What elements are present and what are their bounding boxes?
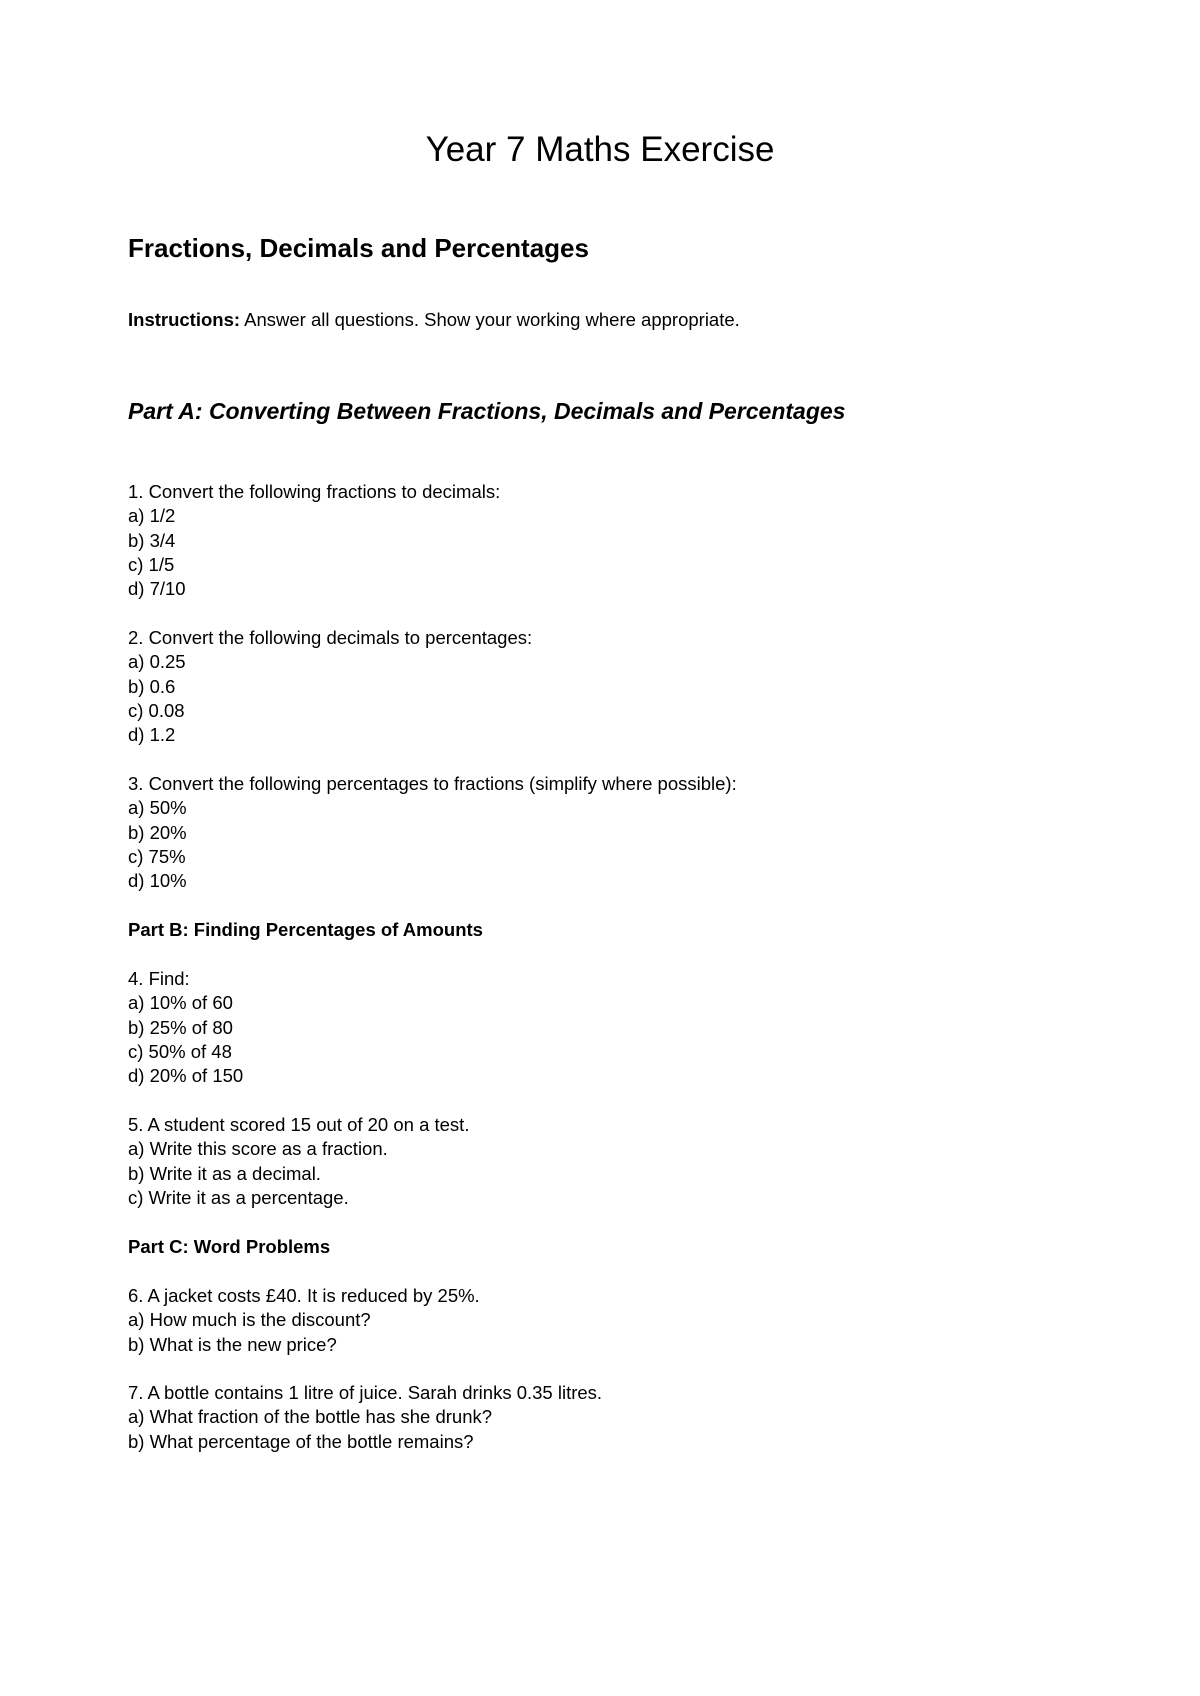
question-6: [128, 1284, 480, 1357]
question-3: [128, 772, 737, 893]
page-subtitle: Fractions, Decimals and Percentages: [128, 233, 589, 263]
part-c-heading: Part C: Word Problems: [128, 1236, 331, 1257]
part-a-heading: Part A: Converting Between Fractions, Decimals and Percentages: [128, 398, 846, 424]
question-2-item: d) 1.2: [128, 724, 176, 746]
question-2: [128, 626, 532, 747]
question-6-prompt: 6. A jacket costs £40. It is reduced by 25%.: [128, 1285, 480, 1306]
instructions: [128, 308, 740, 332]
question-6-item: a) How much is the discount?: [128, 1309, 371, 1331]
question-3-item: c) 75%: [128, 845, 186, 867]
question-3-item: b) 20%: [128, 821, 187, 843]
question-1-item: b) 3/4: [128, 529, 176, 551]
question-4-item: c) 50% of 48: [128, 1040, 232, 1062]
question-4-item: a) 10% of 60: [128, 992, 233, 1014]
question-4: [128, 967, 243, 1088]
question-1-item: c) 1/5: [128, 553, 175, 575]
question-5-prompt: 5. A student scored 15 out of 20 on a test.: [128, 1114, 470, 1135]
page-title: Year 7 Maths Exercise: [425, 130, 775, 169]
question-7-item: a) What fraction of the bottle has she drunk?: [128, 1406, 493, 1428]
question-5: [128, 1113, 469, 1210]
question-5-item: a) Write this score as a fraction.: [128, 1138, 388, 1160]
question-2-item: c) 0.08: [128, 699, 185, 721]
question-5-item: b) Write it as a decimal.: [128, 1162, 321, 1184]
part-b-heading: Part B: Finding Percentages of Amounts: [128, 919, 483, 940]
instructions-text: Answer all questions. Show your working where appropriate.: [240, 309, 740, 330]
question-7: [128, 1381, 602, 1454]
question-1-item: a) 1/2: [128, 505, 176, 527]
question-3-prompt: 3. Convert the following percentages to fractions (simplify where possible):: [128, 773, 737, 794]
question-2-prompt: 2. Convert the following decimals to percentages:: [128, 627, 533, 648]
question-3-item: d) 10%: [128, 870, 187, 892]
question-7-prompt: 7. A bottle contains 1 litre of juice. Sarah drinks 0.35 litres.: [128, 1382, 603, 1403]
question-1: [128, 480, 500, 601]
question-1-item: d) 7/10: [128, 578, 186, 600]
question-4-item: b) 25% of 80: [128, 1016, 233, 1038]
question-2-item: a) 0.25: [128, 651, 186, 673]
question-1-prompt: 1. Convert the following fractions to decimals:: [128, 481, 501, 502]
question-4-item: d) 20% of 150: [128, 1065, 244, 1087]
question-4-prompt: 4. Find:: [128, 968, 190, 989]
instructions-label: Instructions:: [128, 309, 241, 330]
question-7-item: b) What percentage of the bottle remains?: [128, 1430, 474, 1452]
question-6-item: b) What is the new price?: [128, 1333, 337, 1355]
question-3-item: a) 50%: [128, 797, 187, 819]
question-2-item: b) 0.6: [128, 675, 176, 697]
question-5-item: c) Write it as a percentage.: [128, 1186, 349, 1208]
